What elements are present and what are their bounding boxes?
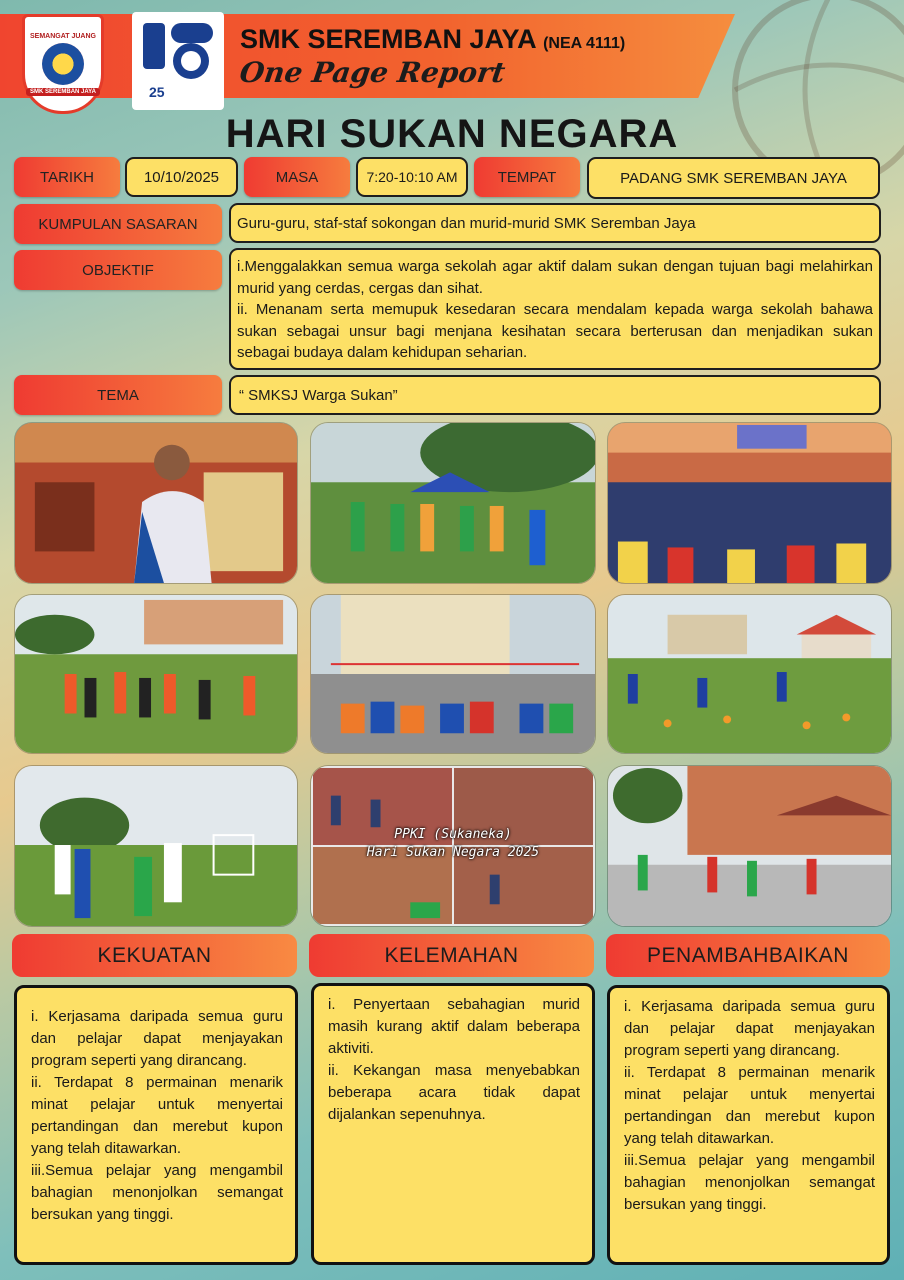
- report-subtitle: One Page Report: [237, 56, 508, 89]
- target-group-value: Guru-guru, staf-staf sokongan dan murid-murid SMK Seremban Jaya: [229, 203, 881, 243]
- objective-text: i.Menggalakkan semua warga sekolah agar aktif dalam sukan dengan tujuan bagi melahirkan murid yang cerdas, cergas dan sihat. ii. Menanam serta memupuk kesedaran secara mendalam kepada warga sekolah bahawa sukan sebagai unsur bagi menjana kesihatan secara berterusan dan menjadikan sukan sebagai budaya dalam kehidupan seharian.: [229, 248, 881, 370]
- place-value: PADANG SMK SEREMBAN JAYA: [587, 157, 880, 199]
- time-value: 7:20-10:10 AM: [356, 157, 468, 197]
- photo-ball-game: [14, 765, 298, 927]
- photo-caption: PPKI (Sukaneka) Hari Sukan Negara 2025: [366, 827, 540, 860]
- target-group-label: KUMPULAN SASARAN: [14, 204, 222, 244]
- school-logo: SEMANGAT JUANG SMK SEREMBAN JAYA: [22, 14, 104, 114]
- date-label: TARIKH: [14, 157, 120, 197]
- page-title: HARI SUKAN NEGARA: [225, 112, 679, 156]
- svg-text:25: 25: [149, 84, 165, 100]
- objective-label: OBJEKTIF: [14, 250, 222, 290]
- photo-assembly: [607, 422, 892, 584]
- photo-tug-game: [14, 594, 298, 754]
- photo-group-activity: [310, 422, 596, 584]
- anniversary-logo: [132, 12, 224, 110]
- strengths-panel: i. Kerjasama daripada semua guru dan pelajar dapat menjayakan program seperti yang dirancang. ii. Terdapat 8 permainan menarik minat pelajar untuk menyertai pertandingan dan merebut kupon yang telah ditawarkan. iii.Semua pelajar yang mengambil bahagian menonjolkan semangat bersukan yang tinggi.: [14, 985, 298, 1265]
- photo-team-group: [310, 594, 596, 754]
- school-title: SMK SEREMBAN JAYA (NEA 4111): [240, 24, 626, 54]
- strengths-heading: KEKUATAN: [12, 934, 297, 977]
- theme-value: “ SMKSJ Warga Sukan”: [229, 375, 881, 415]
- weaknesses-panel: i. Penyertaan sebahagian murid masih kurang aktif dalam beberapa aktiviti. ii. Kekangan masa menyebabkan beberapa acara tidak dapat dijalankan sepenuhnya.: [311, 983, 595, 1265]
- date-value: 10/10/2025: [125, 157, 238, 197]
- photo-field-race: [607, 594, 892, 754]
- improvements-heading: PENAMBAHBAIKAN: [606, 934, 890, 977]
- school-crest-icon: [42, 43, 84, 85]
- photo-speaker: [14, 422, 298, 584]
- theme-label: TEMA: [14, 375, 222, 415]
- improvements-panel: i. Kerjasama daripada semua guru dan pelajar dapat menjayakan program seperti yang dirancang. ii. Terdapat 8 permainan menarik minat pelajar untuk menyertai pertandingan dan merebut kupon yang telah ditawarkan. iii.Semua pelajar yang mengambil bahagian menonjolkan semangat bersukan yang tinggi.: [607, 985, 890, 1265]
- place-label: TEMPAT: [474, 157, 580, 197]
- weaknesses-heading: KELEMAHAN: [309, 934, 594, 977]
- time-label: MASA: [244, 157, 350, 197]
- photo-court-game: [607, 765, 892, 927]
- anniversary-25-icon: [135, 15, 221, 107]
